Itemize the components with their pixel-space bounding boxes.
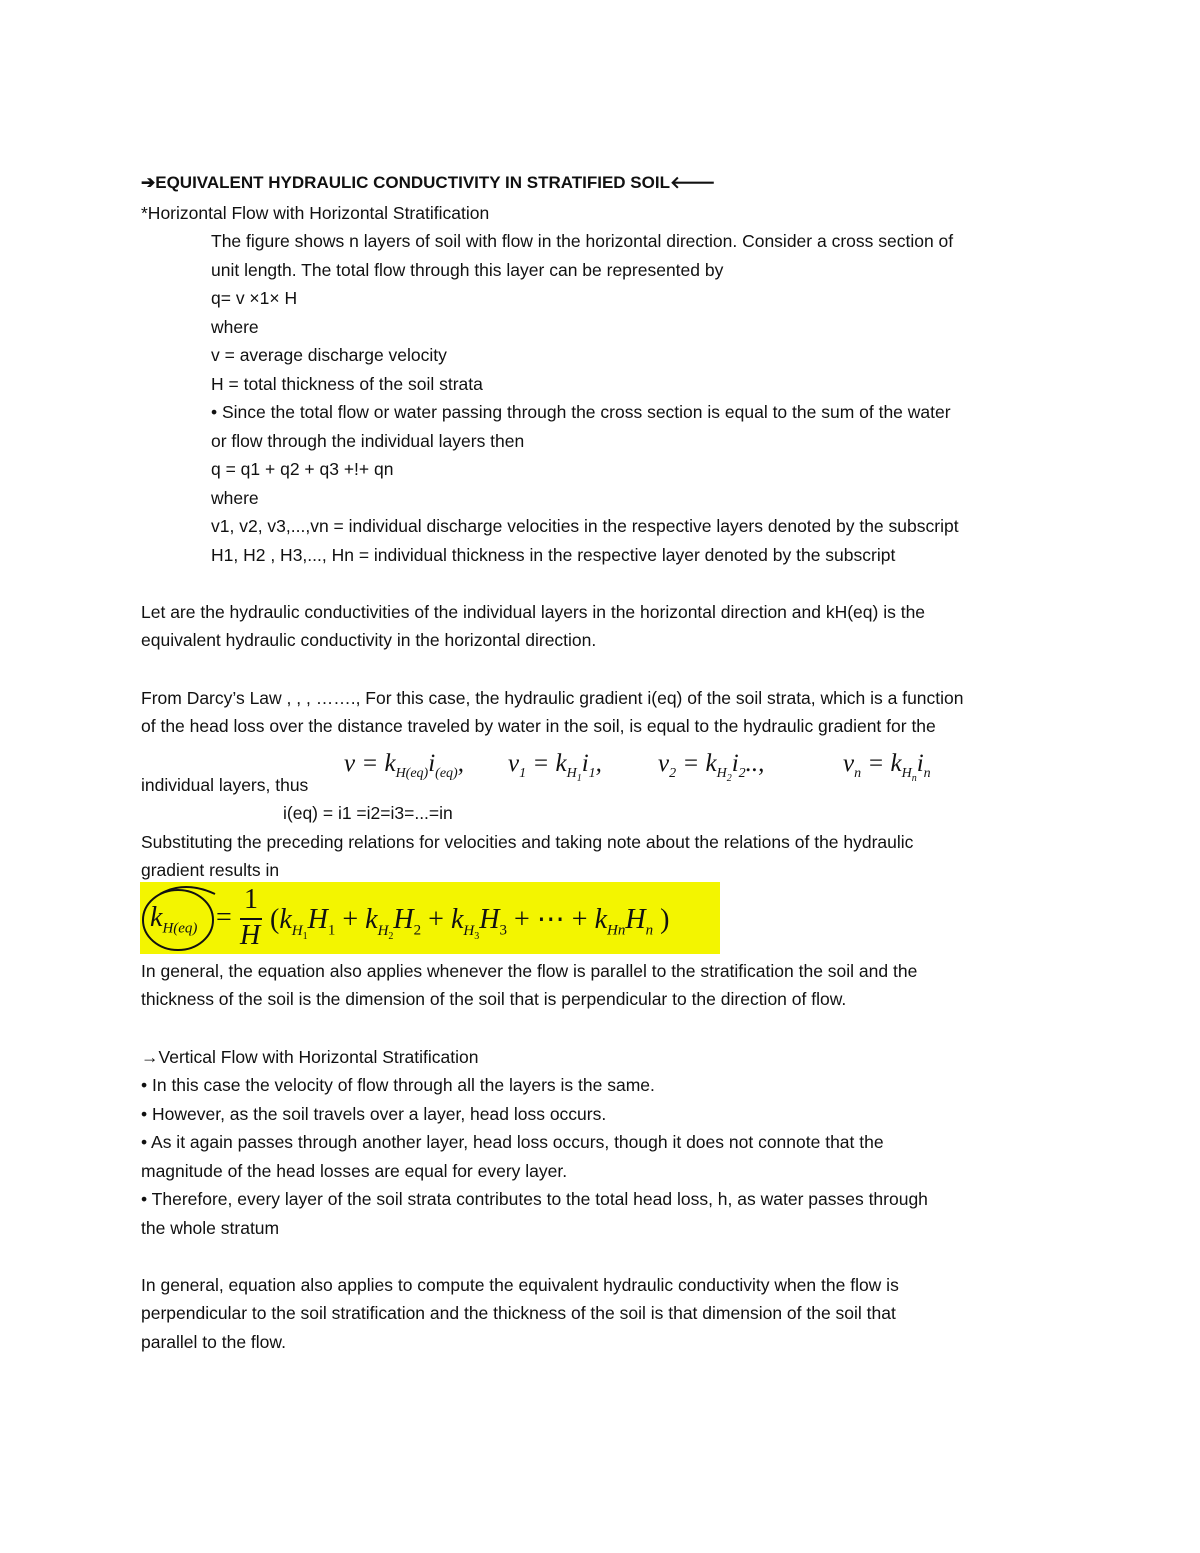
text-line: In general, the equation also applies whenever the flow is parallel to the stratification the soil and the: [141, 961, 918, 981]
text-line: parallel to the flow.: [141, 1332, 286, 1352]
right-arrow-icon: ➔: [141, 173, 156, 192]
document-title: ➔EQUIVALENT HYDRAULIC CONDUCTIVITY IN STRATIFIED SOIL🡐: [141, 173, 716, 192]
text-line: • Since the total flow or water passing through the cross section is equal to the sum of the water: [211, 402, 951, 422]
text-line: thickness of the soil is the dimension of the soil that is perpendicular to the direction of flow.: [141, 989, 847, 1009]
text-line: In general, equation also applies to compute the equivalent hydraulic conductivity when the flow is: [141, 1275, 899, 1295]
section-heading-vertical-flow: →Vertical Flow with Horizontal Stratification: [141, 1047, 479, 1067]
text-line: H = total thickness of the soil strata: [211, 374, 483, 394]
text-line: q = q1 + q2 + q3 +!+ qn: [211, 459, 394, 479]
text-line: v = average discharge velocity: [211, 345, 447, 365]
text-line: individual layers, thus: [141, 775, 309, 795]
text-line: Substituting the preceding relations for velocities and taking note about the relations of the hydraulic: [141, 832, 914, 852]
text-line: Let are the hydraulic conductivities of the individual layers in the horizontal direction and kH(eq) is the: [141, 602, 926, 622]
text-line: From Darcy’s Law , , , ……., For this case, the hydraulic gradient i(eq) of the soil strata, which is a function: [141, 688, 964, 708]
document-page: ➔EQUIVALENT HYDRAULIC CONDUCTIVITY IN STRATIFIED SOIL🡐 *Horizontal Flow with Horizontal Stratification The figure shows n layers of soil with flow in the horizontal direction. Consider a cross section of unit length. The total flow through this layer can be represented by q= v ×1× H where v = average discharge velocity H = total thickness of the soil strata • Since the total flow or water passing through the cross section is equal to the sum of the water or flow through the individual layers then q = q1 + q2 + q3 +!+ qn where v1, v2, v3,...,vn = individual discharge velocities in the respective layers denoted by the subscript H1, H2 , H3,..., Hn = individual thickness in the respective layer denoted by the subscript Let are the hydraulic conductivities of the individual layers in the horizontal direction and kH(eq) is the equivalent hydraulic conductivity in the horizontal direction. From Darcy’s Law , , , ……., For this case, the hydraulic gradient i(eq) of the soil strata, which is a function of the head loss over the distance traveled by water in the soil, is equal to the hydraulic gradient for the $v = k_{H(eq)}i_{(eq)}$, $v_1 = k_{H_1}i_1$, $v_2 = k_{H_2}i_2$.., $v_n = k_{H_n}i_n$ individual layers, thus i(eq) = i1 =i2=i3=...=in Substituting the preceding relations for velocities and taking note about the relations of the hydraulic gradient results in $k_{H(eq)}$ = 1 H ($k_{H_1}H_1 + k_{H_2}H_2 + k_{H_3}H_3$ + ⋯ + $k_{Hn}H_n$ ) In general, the equation also applies whenever the flow is parallel to the stratification the soil and the thickness of the soil is the dimension of the soil that is perpendicular to the direction of flow. →Vertical Flow with Horizontal Stratification • In this case the velocity of flow through all the layers is the same. • However, as the soil travels over a layer, head loss occurs. • As it again passes through another layer, head loss occurs, though it does not connote that the magnitude of the head losses are equal for every layer. • Therefore, every layer of the soil strata contributes to the total head loss, h, as water passes through the whole stratum In general, equation also applies to compute the equivalent hydraulic conductivity when the flow is perpendicular to the soil stratification and the thickness of the soil is that dimension of the soil that parallel to the flow.: [141, 173, 964, 1352]
text-line: equivalent hydraulic conductivity in the horizontal direction.: [141, 630, 597, 650]
text-line: magnitude of the head losses are equal for every layer.: [141, 1161, 568, 1181]
bullet-line: • However, as the soil travels over a layer, head loss occurs.: [141, 1104, 607, 1124]
equation-line: i(eq) = i1 =i2=i3=...=in: [283, 803, 453, 823]
bullet-line: • Therefore, every layer of the soil strata contributes to the total head loss, h, as water passes through: [141, 1189, 928, 1209]
highlighted-equation: $k_{H(eq)}$ = 1 H ($k_{H_1}H_1 + k_{H_2}H_2 + k_{H_3}H_3$ + ⋯ + $k_{Hn}H_n$ ): [140, 882, 720, 954]
text-line: perpendicular to the soil stratification and the thickness of the soil is that dimension of the soil that: [141, 1303, 896, 1323]
text-line: gradient results in: [141, 860, 280, 880]
text-line: The figure shows n layers of soil with flow in the horizontal direction. Consider a cross section of: [211, 231, 954, 251]
text-line: v1, v2, v3,...,vn = individual discharge velocities in the respective layers denoted by the subscript: [211, 516, 959, 536]
text-line: q= v ×1× H: [211, 288, 298, 308]
bullet-line: • As it again passes through another layer, head loss occurs, though it does not connote that the: [141, 1132, 884, 1152]
left-arrow-icon: 🡐: [669, 173, 716, 192]
right-arrow-icon: →: [141, 1047, 159, 1067]
text-line: where: [211, 488, 259, 508]
text-line: unit length. The total flow through this layer can be represented by: [211, 260, 724, 280]
section-heading-horizontal-flow: *Horizontal Flow with Horizontal Stratification: [141, 203, 490, 223]
text-line: where: [211, 317, 259, 337]
text-line: or flow through the individual layers then: [211, 431, 525, 451]
text-line: the whole stratum: [141, 1218, 280, 1238]
text-line: H1, H2 , H3,..., Hn = individual thickness in the respective layer denoted by the subscript: [211, 545, 896, 565]
text-line: of the head loss over the distance traveled by water in the soil, is equal to the hydraulic gradient for the: [141, 716, 936, 736]
bullet-line: • In this case the velocity of flow through all the layers is the same.: [141, 1075, 655, 1095]
